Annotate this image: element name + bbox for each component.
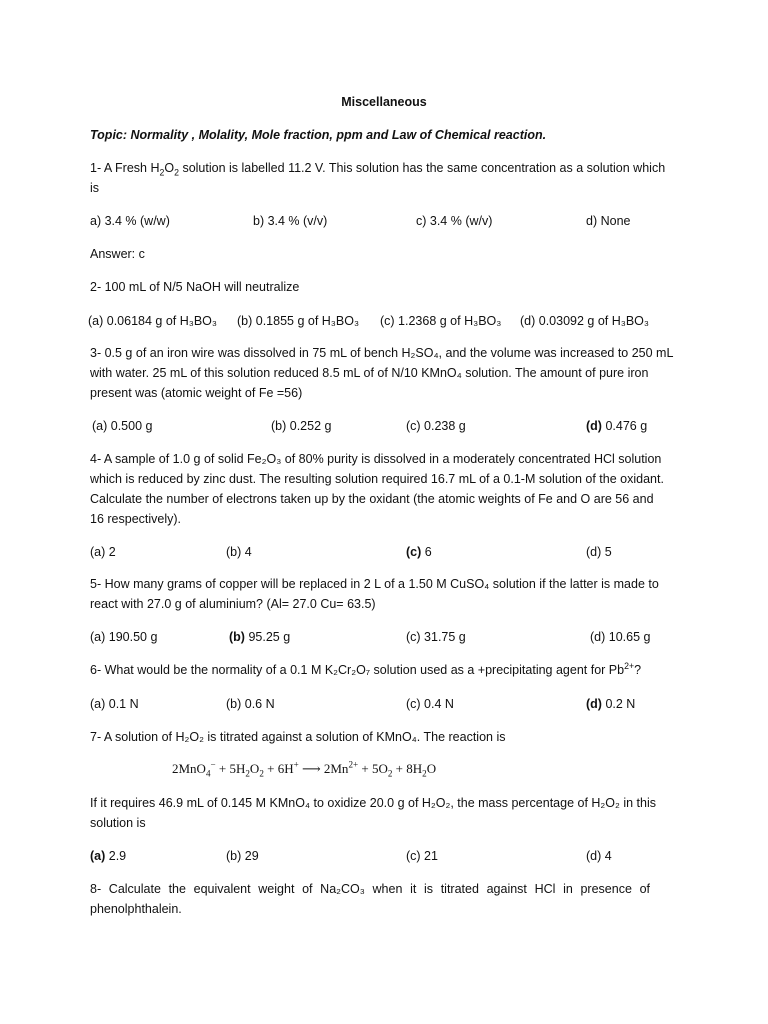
q4-option-c-mark: (c) <box>406 545 422 559</box>
eq-sup-d: + <box>293 759 299 770</box>
q6-sup: 2+ <box>624 660 635 671</box>
q7-option-a-mark: (a) <box>90 849 106 863</box>
eq-part-g: + 8H <box>392 761 423 776</box>
q7-option-b: (b) 29 <box>226 849 259 863</box>
question-8-line-1: 8- Calculate the equivalent weight of Na₂CO₃ when it is titrated against HCl in presence of <box>90 882 650 896</box>
question-1-line-1 <box>90 160 665 176</box>
eq-sub-c: 2 <box>259 768 264 779</box>
q1-text-c: O <box>164 161 175 175</box>
q2-option-a: (a) 0.06184 g of H₃BO₃ <box>88 314 217 328</box>
q3-option-d-value: 0.476 g <box>601 419 648 433</box>
eq-part-c: O <box>249 761 260 776</box>
eq-part-h: O <box>426 761 437 776</box>
question-3-line-1: 3- 0.5 g of an iron wire was dissolved in 75 mL of bench H₂SO₄, and the volume was increased to 250 mL <box>90 346 674 360</box>
question-5-line-1: 5- How many grams of copper will be replaced in 2 L of a 1.50 M CuSO₄ solution if the latter is made to <box>90 577 659 591</box>
q6-option-a: (a) 0.1 N <box>90 697 139 711</box>
eq-arrow: ⟶ <box>298 761 324 776</box>
q1-option-d: d) None <box>586 214 631 228</box>
eq-sub-f: 2 <box>387 768 393 779</box>
question-3-line-2: with water. 25 mL of this solution reduced 8.5 mL of of N/10 KMnO₄ solution. The amount of pure iron <box>90 366 649 380</box>
q4-option-b: (b) 4 <box>226 545 252 559</box>
q7-option-a-value: 2.9 <box>105 849 127 863</box>
q1-text-a: 1- A Fresh H <box>90 161 160 175</box>
q1-sub-2: 2 <box>174 167 179 178</box>
q1-answer: Answer: c <box>90 247 145 261</box>
reaction-equation <box>172 761 436 777</box>
q1-option-c: c) 3.4 % (w/v) <box>416 214 493 228</box>
eq-sub-b: 2 <box>245 768 250 779</box>
eq-part-a: 2MnO <box>172 761 206 776</box>
q3-option-b: (b) 0.252 g <box>271 419 332 433</box>
q7-option-a <box>90 848 126 864</box>
q5-option-c: (c) 31.75 g <box>406 630 466 644</box>
q5-option-b-value: 95.25 g <box>244 630 291 644</box>
question-1-line-2: is <box>90 181 100 195</box>
q4-option-a: (a) 2 <box>90 545 116 559</box>
question-3-line-3: present was (atomic weight of Fe =56) <box>90 386 303 400</box>
q6-option-d-value: 0.2 N <box>601 697 636 711</box>
q3-option-d-mark: (d) <box>586 419 602 433</box>
question-6-line-1 <box>90 662 641 678</box>
question-4-line-3: Calculate the number of electrons taken up by the oxidant (the atomic weights of Fe and O are 56 and <box>90 492 654 506</box>
q1-option-b: b) 3.4 % (v/v) <box>253 214 328 228</box>
q7-option-d: (d) 4 <box>586 849 612 863</box>
q2-option-d: (d) 0.03092 g of H₃BO₃ <box>520 314 649 328</box>
q5-option-b-mark: (b) <box>229 630 245 644</box>
q6-option-d <box>586 696 635 712</box>
question-5-line-2: react with 27.0 g of aluminium? (Al= 27.0 Cu= 63.5) <box>90 597 376 611</box>
q1-text-e: solution is labelled 11.2 V. This solution has the same concentration as a solution which <box>178 161 666 175</box>
q2-option-b: (b) 0.1855 g of H₃BO₃ <box>237 314 360 328</box>
eq-part-f: + 5O <box>358 761 388 776</box>
q6-option-d-mark: (d) <box>586 697 602 711</box>
eq-sub-a: 4 <box>205 768 211 779</box>
eq-sup-e: 2+ <box>348 759 359 770</box>
q3-option-c: (c) 0.238 g <box>406 419 466 433</box>
topic-line: Topic: Normality , Molality, Mole fraction, ppm and Law of Chemical reaction. <box>90 128 547 142</box>
eq-part-d: + 6H <box>263 761 294 776</box>
q7-option-c: (c) 21 <box>406 849 438 863</box>
q3-option-d <box>586 418 647 434</box>
eq-sup-a: − <box>210 759 216 770</box>
question-2-line-1: 2- 100 mL of N/5 NaOH will neutralize <box>90 280 300 294</box>
q4-option-d: (d) 5 <box>586 545 612 559</box>
question-8-line-2: phenolphthalein. <box>90 902 182 916</box>
eq-part-b: + 5H <box>215 761 246 776</box>
page-title: Miscellaneous <box>341 95 427 109</box>
q6-text-b: ? <box>634 663 642 677</box>
q2-option-c: (c) 1.2368 g of H₃BO₃ <box>380 314 502 328</box>
q1-sub-1: 2 <box>159 167 165 178</box>
question-4-line-2: which is reduced by zinc dust. The resulting solution required 16.7 mL of a 0.1-M solution of the oxidant. <box>90 472 664 486</box>
q5-option-b <box>229 629 290 645</box>
eq-part-e: 2Mn <box>323 761 349 776</box>
q3-option-a: (a) 0.500 g <box>92 419 153 433</box>
q4-option-c <box>406 544 432 560</box>
q5-option-d: (d) 10.65 g <box>590 630 651 644</box>
q4-option-c-value: 6 <box>421 545 432 559</box>
question-7-line-2: If it requires 46.9 mL of 0.145 M KMnO₄ to oxidize 20.0 g of H₂O₂, the mass percentage of H₂O₂ in this <box>90 796 656 810</box>
question-4-line-4: 16 respectively). <box>90 512 182 526</box>
q5-option-a: (a) 190.50 g <box>90 630 158 644</box>
q1-option-a: a) 3.4 % (w/w) <box>90 214 170 228</box>
question-4-line-1: 4- A sample of 1.0 g of solid Fe₂O₃ of 80% purity is dissolved in a moderately concentrated HCl solution <box>90 452 662 466</box>
q6-text-a: 6- What would be the normality of a 0.1 M K₂Cr₂O₇ solution used as a +precipitating agent for Pb <box>90 663 625 677</box>
q6-option-b: (b) 0.6 N <box>226 697 275 711</box>
question-7-line-3: solution is <box>90 816 146 830</box>
q6-option-c: (c) 0.4 N <box>406 697 454 711</box>
question-7-line-1: 7- A solution of H₂O₂ is titrated against a solution of KMnO₄. The reaction is <box>90 730 506 744</box>
eq-sub-g: 2 <box>422 768 427 779</box>
